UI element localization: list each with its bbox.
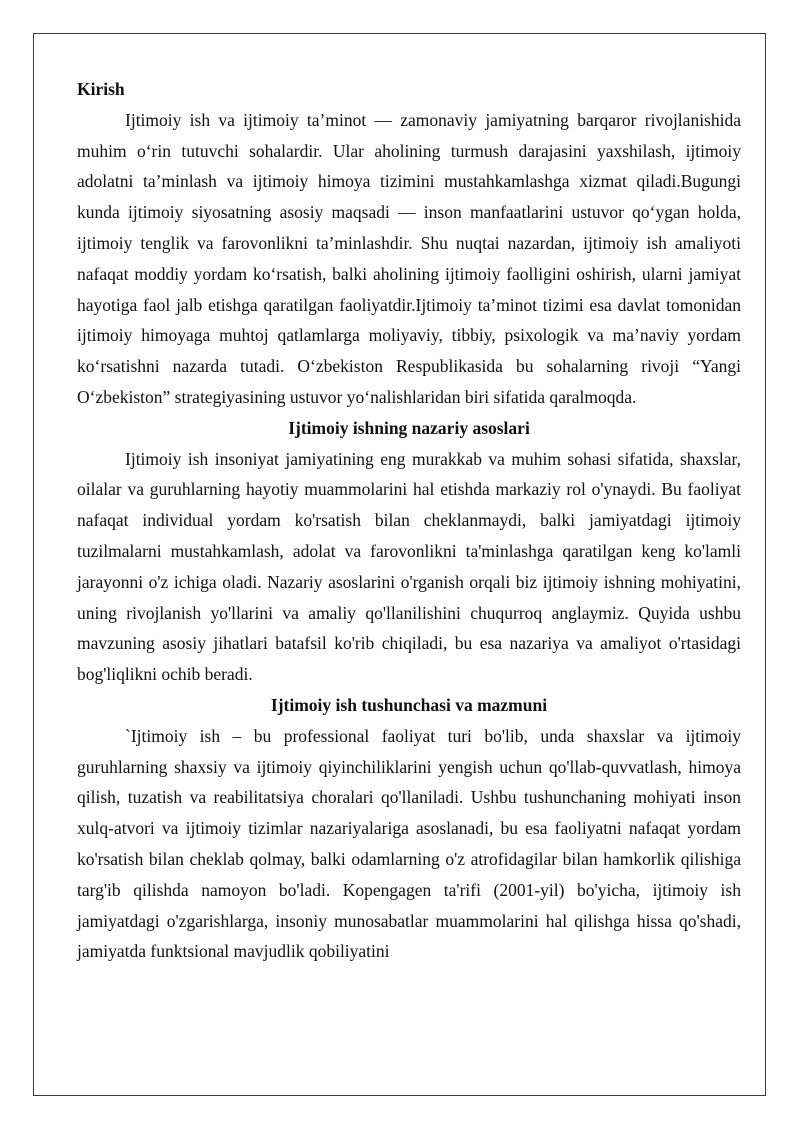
intro-paragraph: Ijtimoiy ish va ijtimoiy ta’minot — zamonaviy jamiyatning barqaror rivojlanishida muhim o‘rin tutuvchi sohalardir. Ular aholining turmush darajasini yaxshilash, ijtimoiy adolatni ta’minlash va ijtimoiy himoya tizimini mustahkamlashga xizmat qiladi.Bugungi kunda ijtimoiy siyosatning asosiy maqsadi — inson manfaatlarini ustuvor qo‘ygan holda, ijtimoiy tenglik va farovonlikni ta’minlashdir. Shu nuqtai nazardan, ijtimoiy ish amaliyoti nafaqat moddiy yordam ko‘rsatish, balki aholining ijtimoiy faolligini oshirish, ularni jamiyat hayotiga faol jalb etishga qaratilgan faoliyatdir.Ijtimoiy ta’minot tizimi esa davlat tomonidan ijtimoiy himoyaga muhtoj qatlamlarga moliyaviy, tibbiy, psixologik va ma’naviy yordam ko‘rsatishni nazarda tutadi. O‘zbekiston Respublikasida bu sohalarning rivoji “Yangi O‘zbekiston” strategiyasining ustuvor yo‘nalishlaridan biri sifatida qaralmoqda. [77,109,741,407]
theory-paragraph: Ijtimoiy ish insoniyat jamiyatining eng murakkab va muhim sohasi sifatida, shaxslar, oilalar va guruhlarning hayotiy muammolarini hal etishda markaziy rol o'ynaydi. Bu faoliyat nafaqat individual yordam ko'rsatish bilan cheklanmaydi, balki jamiyatdagi ijtimoiy tuzilmalarni mustahkamlash, adolat va farovonlikni ta'minlashga qaratilgan keng ko'lamli jarayonni o'z ichiga oladi. Nazariy asoslarini o'rganish orqali biz ijtimoiy ishning mohiyatini, uning rivojlanish yo'llarini va amaliy qo'llanilishini chuqurroq anglaymiz. Quyida ushbu mavzuning asosiy jihatlari batafsil ko'rib chiqiladi, bu esa nazariya va amaliyot o'rtasidagi bog'liqlikni ochib beradi. [77,448,741,685]
section-heading-concept: Ijtimoiy ish tushunchasi va mazmuni [270,694,548,715]
concept-paragraph: `Ijtimoiy ish – bu professional faoliyat turi bo'lib, unda shaxslar va ijtimoiy guruhlarning shaxsiy va ijtimoiy qiyinchiliklarini yengish uchun qo'llab-quvvatlash, himoya qilish, tuzatish va reabilitatsiya choralari qo'llaniladi. Ushbu tushunchaning mohiyati inson xulq-atvori va ijtimoiy tizimlar nazariyalariga asoslanadi, bu esa faoliyatni nafaqat yordam ko'rsatish bilan cheklab qolmay, balki odamlarning o'z atrofidagilar bilan hamkorlik qilishiga targ'ib qilishda namoyon bo'ladi. Kopengagen ta'rifi (2001-yil) bo'yicha, ijtimoiy ish jamiyatdagi o'zgarishlarga, insoniy munosabatlar muammolarini hal qilishga hissa qo'shadi, jamiyatda funktsional mavjudlik qobiliyatini [77,725,741,962]
document-body [77,74,741,967]
intro-heading: Kirish [77,79,125,99]
section-heading-theory: Ijtimoiy ishning nazariy asoslari [288,417,530,438]
